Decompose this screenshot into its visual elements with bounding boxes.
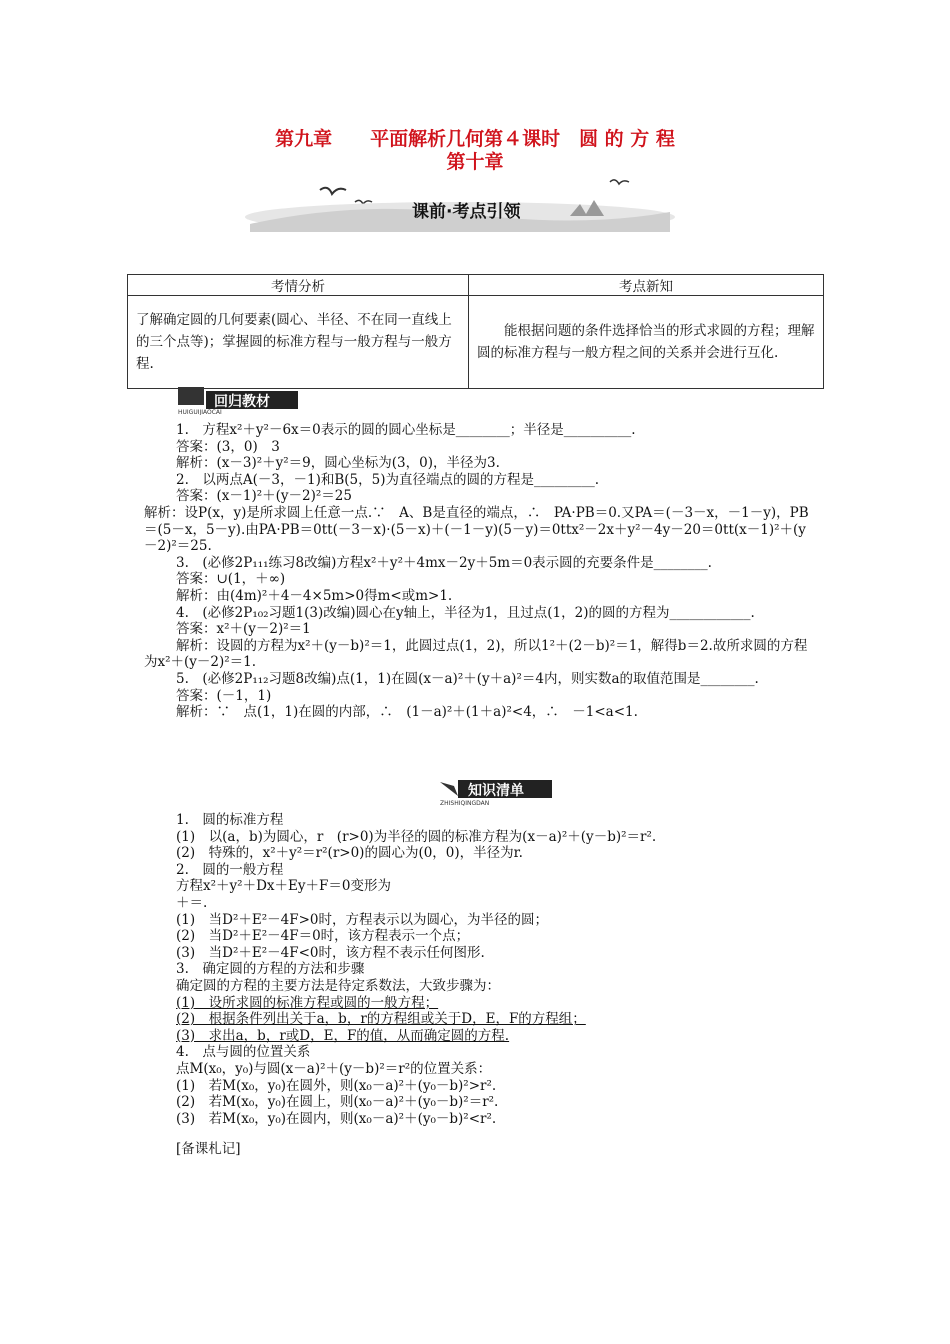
k-line: (1) 当D²＋E²－4F>0时，方程表示以为圆心，为半径的圆； bbox=[176, 911, 548, 928]
k-line: 点M(x₀，y₀)与圆(x－a)²＋(y－b)²＝r²的位置关系： bbox=[176, 1060, 492, 1077]
table-cell-analysis: 了解确定圆的几何要素(圆心、半径、不在同一直线上的三个点等)；掌握圆的标准方程与一般方程与一般方程. bbox=[128, 296, 469, 389]
k-heading-3: 3. 确定圆的方程的方法和步骤 bbox=[176, 961, 365, 978]
books-icon bbox=[178, 387, 204, 405]
k-heading-2: 2. 圆的一般方程 bbox=[176, 861, 284, 878]
page-title: 第九章 平面解析几何第４课时 圆 的 方 程 bbox=[275, 128, 675, 150]
analysis-5: 解析：∵ 点(1，1)在圆的内部，∴ (1－a)²＋(1＋a)²<4，∴ －1<a<1. bbox=[176, 704, 638, 721]
bird-icon bbox=[610, 180, 629, 184]
k-line: (2) 若M(x₀，y₀)在圆上，则(x₀－a)²＋(y₀－b)²＝r². bbox=[176, 1094, 499, 1111]
answer-2: 答案：(x－1)²＋(y－2)²＝25 bbox=[176, 488, 352, 505]
k-heading-4: 4. 点与圆的位置关系 bbox=[176, 1044, 311, 1061]
lesson-notes: [备课札记] bbox=[176, 1141, 241, 1158]
k-line: 方程x²＋y²＋Dx＋Ey＋F＝0变形为 bbox=[176, 878, 391, 895]
k-line: (2) 根据条件列出关于a，b，r的方程组或关于D，E，F的方程组； bbox=[176, 1011, 586, 1028]
q2: 2. 以两点A(－3，－1)和B(5，5)为直径端点的圆的方程是_________. bbox=[176, 471, 600, 488]
k-line: ＋＝. bbox=[176, 894, 208, 911]
svg-text:HUIGUIJIAOCAI: HUIGUIJIAOCAI bbox=[178, 409, 222, 415]
q5: 5. (必修2P₁₁₂习题8改编)点(1，1)在圆(x－a)²＋(y＋a)²＝4内，则实数a的取值范围是________. bbox=[176, 670, 759, 687]
k-heading-1: 1. 圆的标准方程 bbox=[176, 812, 284, 828]
answer-3: 答案：∪(1，＋∞) bbox=[176, 571, 286, 588]
banner-graphic bbox=[240, 172, 680, 242]
k-line: (3) 若M(x₀，y₀)在圆内，则(x₀－a)²＋(y₀－b)²<r². bbox=[176, 1110, 497, 1127]
answer-5: 答案：(－1，1) bbox=[176, 687, 272, 704]
analysis-1: 解析：(x－3)²＋y²＝9，圆心坐标为(3，0)，半径为3. bbox=[176, 455, 500, 472]
knowledge-section bbox=[176, 812, 816, 1158]
svg-text:ZHISHIQINGDAN: ZHISHIQINGDAN bbox=[440, 800, 490, 806]
k-line: (2) 特殊的，x²＋y²＝r²(r>0)的圆心为(0，0)，半径为r. bbox=[176, 845, 523, 862]
k-line: (2) 当D²＋E²－4F＝0时，该方程表示一个点； bbox=[176, 928, 470, 945]
table-cell-new-points: 能根据问题的条件选择恰当的形式求圆的方程；理解圆的标准方程与一般方程之间的关系并会进行互化. bbox=[469, 296, 824, 389]
q4: 4. (必修2P₁₀₂习题1(3)改编)圆心在y轴上，半径为1，且过点(1，2)的圆的方程为____________. bbox=[176, 604, 755, 621]
bird-icon bbox=[320, 188, 346, 194]
q3: 3. (必修2P₁₁₁练习8改编)方程x²＋y²＋4mx－2y＋5m＝0表示圆的充要条件是________. bbox=[176, 554, 712, 571]
section-tag-knowledge bbox=[438, 776, 558, 806]
analysis-2: 解析：设P(x，y)是所求圆上任意一点.∵ A、B是直径的端点，∴ PA·PB＝0.又PA＝(－3－x，－1－y)，PB＝(5－x，5－y).由PA·PB＝0tt(－3－x)·(5－x)＋(－1－y)(5－y)＝0ttx²－2x＋y²－4y－20＝0tt(x－1)²＋(y－2)²＝25. bbox=[144, 504, 809, 555]
banner-label: 课前·考点引领 bbox=[412, 202, 521, 222]
table-head-analysis: 考情分析 bbox=[128, 275, 469, 296]
analysis-3: 解析：由(4m)²＋4－4×5m>0得m<或m>1. bbox=[176, 587, 453, 604]
table-head-new-points: 考点新知 bbox=[469, 275, 824, 296]
answer-1: 答案：(3，0) 3 bbox=[176, 438, 280, 455]
answer-4: 答案：x²＋(y－2)²＝1 bbox=[176, 621, 311, 638]
svg-text:知识清单: 知识清单 bbox=[468, 783, 524, 799]
k-line: (1) 设所求圆的标准方程或圆的一般方程； bbox=[176, 994, 439, 1011]
arrow-icon bbox=[440, 782, 458, 796]
exam-analysis-table bbox=[127, 274, 824, 389]
k-line: (3) 当D²＋E²－4F<0时，该方程不表示任何图形. bbox=[176, 944, 485, 961]
k-line: (3) 求出a，b，r或D，E，F的值，从而确定圆的方程. bbox=[176, 1027, 510, 1044]
k-line: (1) 若M(x₀，y₀)在圆外，则(x₀－a)²＋(y₀－b)²>r². bbox=[176, 1077, 497, 1094]
k-line: (1) 以(a，b)为圆心，r (r>0)为半径的圆的标准方程为(x－a)²＋(y－b)²＝r². bbox=[176, 828, 657, 845]
q1: 1. 方程x²＋y²－6x＝0表示的圆的圆心坐标是________；半径是__________. bbox=[176, 422, 636, 438]
section-tag-review bbox=[176, 385, 306, 415]
review-section bbox=[144, 422, 816, 721]
k-line: 确定圆的方程的主要方法是待定系数法，大致步骤为： bbox=[176, 977, 500, 994]
page-subtitle: 第十章 bbox=[446, 151, 504, 173]
svg-text:回归教材: 回归教材 bbox=[214, 394, 270, 410]
analysis-4: 解析：设圆的方程为x²＋(y－b)²＝1，此圆过点(1，2)，所以1²＋(2－b)²＝1，解得b＝2.故所求圆的方程为x²＋(y－2)²＝1. bbox=[144, 637, 808, 671]
